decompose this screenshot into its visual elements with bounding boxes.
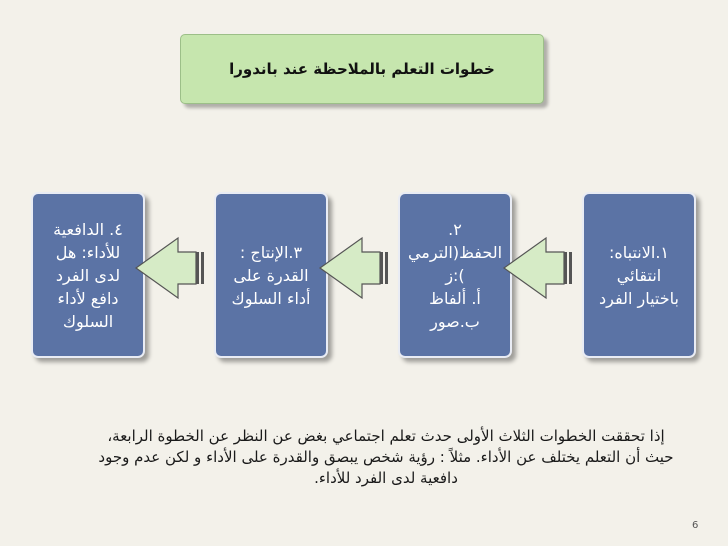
page-number: 6 xyxy=(692,520,699,531)
step-2-text: ٢. الحفظ(الترمي ):ز أ. ألفاظ ب.صور xyxy=(407,219,503,331)
step-4-text: ٤. الدافعية للأداء: هل لدى الفرد دافع لأداء السلوك xyxy=(53,219,123,331)
diagram-title: خطوات التعلم بالملاحظة عند باندورا xyxy=(180,34,544,104)
step-3-production xyxy=(214,192,328,358)
arrow-step3-to-step4 xyxy=(134,236,216,300)
step-4-motivation xyxy=(31,192,145,358)
step-3-text: ٣.الإنتاج : القدرة على أداء السلوك xyxy=(231,242,311,308)
arrow-step2-to-step3 xyxy=(318,236,400,300)
arrow-step1-to-step2 xyxy=(502,236,584,300)
step-2-retention xyxy=(398,192,512,358)
explanation-paragraph: إذا تحققت الخطوات الثلاث الأولى حدث تعلم اجتماعي بغض عن النظر عن الخطوة الرابعة، حيث أن التعلم يختلف عن الأداء. مثلاً : رؤية شخص يبصق والقدرة على الأداء و لكن عدم وجود دافعية لدى الفرد للأداء. xyxy=(98,427,674,487)
step-1-text: ١.الانتباه: انتقائي باختيار الفرد xyxy=(599,242,679,308)
step-1-attention xyxy=(582,192,696,358)
